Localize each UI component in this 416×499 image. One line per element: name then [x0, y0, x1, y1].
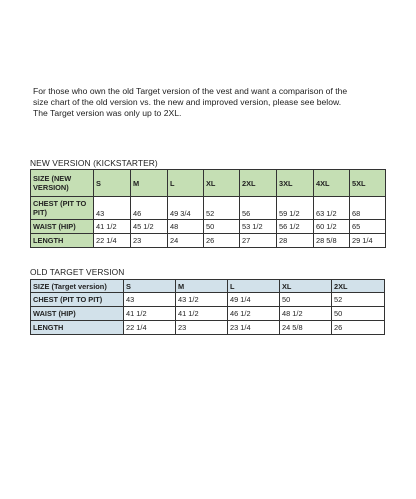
- table-cell: 28: [277, 234, 314, 248]
- table-row: [31, 234, 386, 248]
- row-label: LENGTH: [31, 234, 94, 248]
- table-cell: 27: [240, 234, 277, 248]
- header-cell: 2XL: [240, 170, 277, 197]
- table-cell: 52: [332, 293, 385, 307]
- table-cell: 43: [94, 197, 131, 220]
- table-cell: 46: [131, 197, 168, 220]
- header-cell: M: [131, 170, 168, 197]
- old-version-size-table: [30, 279, 385, 335]
- row-label: CHEST (PIT TO PIT): [31, 293, 124, 307]
- table-cell: 65: [350, 220, 386, 234]
- table-cell: 43: [124, 293, 176, 307]
- table-cell: 53 1/2: [240, 220, 277, 234]
- table-cell: 24 5/8: [280, 321, 332, 335]
- header-cell: 4XL: [314, 170, 350, 197]
- table-cell: 56: [240, 197, 277, 220]
- header-cell: XL: [280, 280, 332, 293]
- table-cell: 59 1/2: [277, 197, 314, 220]
- header-cell: SIZE (Target version): [31, 280, 124, 293]
- table-cell: 60 1/2: [314, 220, 350, 234]
- table-cell: 52: [204, 197, 240, 220]
- table-cell: 68: [350, 197, 386, 220]
- table-cell: 29 1/4: [350, 234, 386, 248]
- intro-line-2: size chart of the old version vs. the new and improved version, please see below.: [33, 97, 342, 107]
- table-row: [31, 197, 386, 220]
- row-label: WAIST (HIP): [31, 307, 124, 321]
- table-cell: 41 1/2: [94, 220, 131, 234]
- header-cell: S: [124, 280, 176, 293]
- table-row: [31, 307, 385, 321]
- table-cell: 26: [204, 234, 240, 248]
- header-cell: SIZE (NEW VERSION): [31, 170, 94, 197]
- table-cell: 56 1/2: [277, 220, 314, 234]
- table-row: [31, 321, 385, 335]
- table-cell: 28 5/8: [314, 234, 350, 248]
- header-cell: L: [168, 170, 204, 197]
- table-cell: 50: [204, 220, 240, 234]
- header-cell: XL: [204, 170, 240, 197]
- table-cell: 45 1/2: [131, 220, 168, 234]
- table-cell: 63 1/2: [314, 197, 350, 220]
- table-cell: 24: [168, 234, 204, 248]
- new-version-title: NEW VERSION (KICKSTARTER): [30, 158, 158, 168]
- table-row: [31, 293, 385, 307]
- header-cell: 5XL: [350, 170, 386, 197]
- table-cell: 26: [332, 321, 385, 335]
- new-version-size-table: [30, 169, 386, 248]
- new-header-row: [31, 170, 386, 197]
- table-cell: 23: [131, 234, 168, 248]
- table-cell: 23: [176, 321, 228, 335]
- header-cell: 2XL: [332, 280, 385, 293]
- old-header-row: [31, 280, 385, 293]
- intro-text: [33, 86, 393, 119]
- table-cell: 23 1/4: [228, 321, 280, 335]
- header-cell: S: [94, 170, 131, 197]
- table-cell: 43 1/2: [176, 293, 228, 307]
- table-cell: 41 1/2: [176, 307, 228, 321]
- intro-line-3: The Target version was only up to 2XL.: [33, 108, 182, 118]
- table-cell: 48 1/2: [280, 307, 332, 321]
- table-cell: 46 1/2: [228, 307, 280, 321]
- old-version-title: OLD TARGET VERSION: [30, 267, 125, 277]
- table-cell: 22 1/4: [94, 234, 131, 248]
- row-label: CHEST (PIT TO PIT): [31, 197, 94, 220]
- table-cell: 50: [280, 293, 332, 307]
- table-cell: 41 1/2: [124, 307, 176, 321]
- table-cell: 48: [168, 220, 204, 234]
- header-cell: L: [228, 280, 280, 293]
- header-cell: 3XL: [277, 170, 314, 197]
- row-label: LENGTH: [31, 321, 124, 335]
- table-row: [31, 220, 386, 234]
- table-cell: 50: [332, 307, 385, 321]
- intro-line-1: For those who own the old Target version of the vest and want a comparison of the: [33, 86, 348, 96]
- table-cell: 22 1/4: [124, 321, 176, 335]
- header-cell: M: [176, 280, 228, 293]
- table-cell: 49 3/4: [168, 197, 204, 220]
- row-label: WAIST (HIP): [31, 220, 94, 234]
- table-cell: 49 1/4: [228, 293, 280, 307]
